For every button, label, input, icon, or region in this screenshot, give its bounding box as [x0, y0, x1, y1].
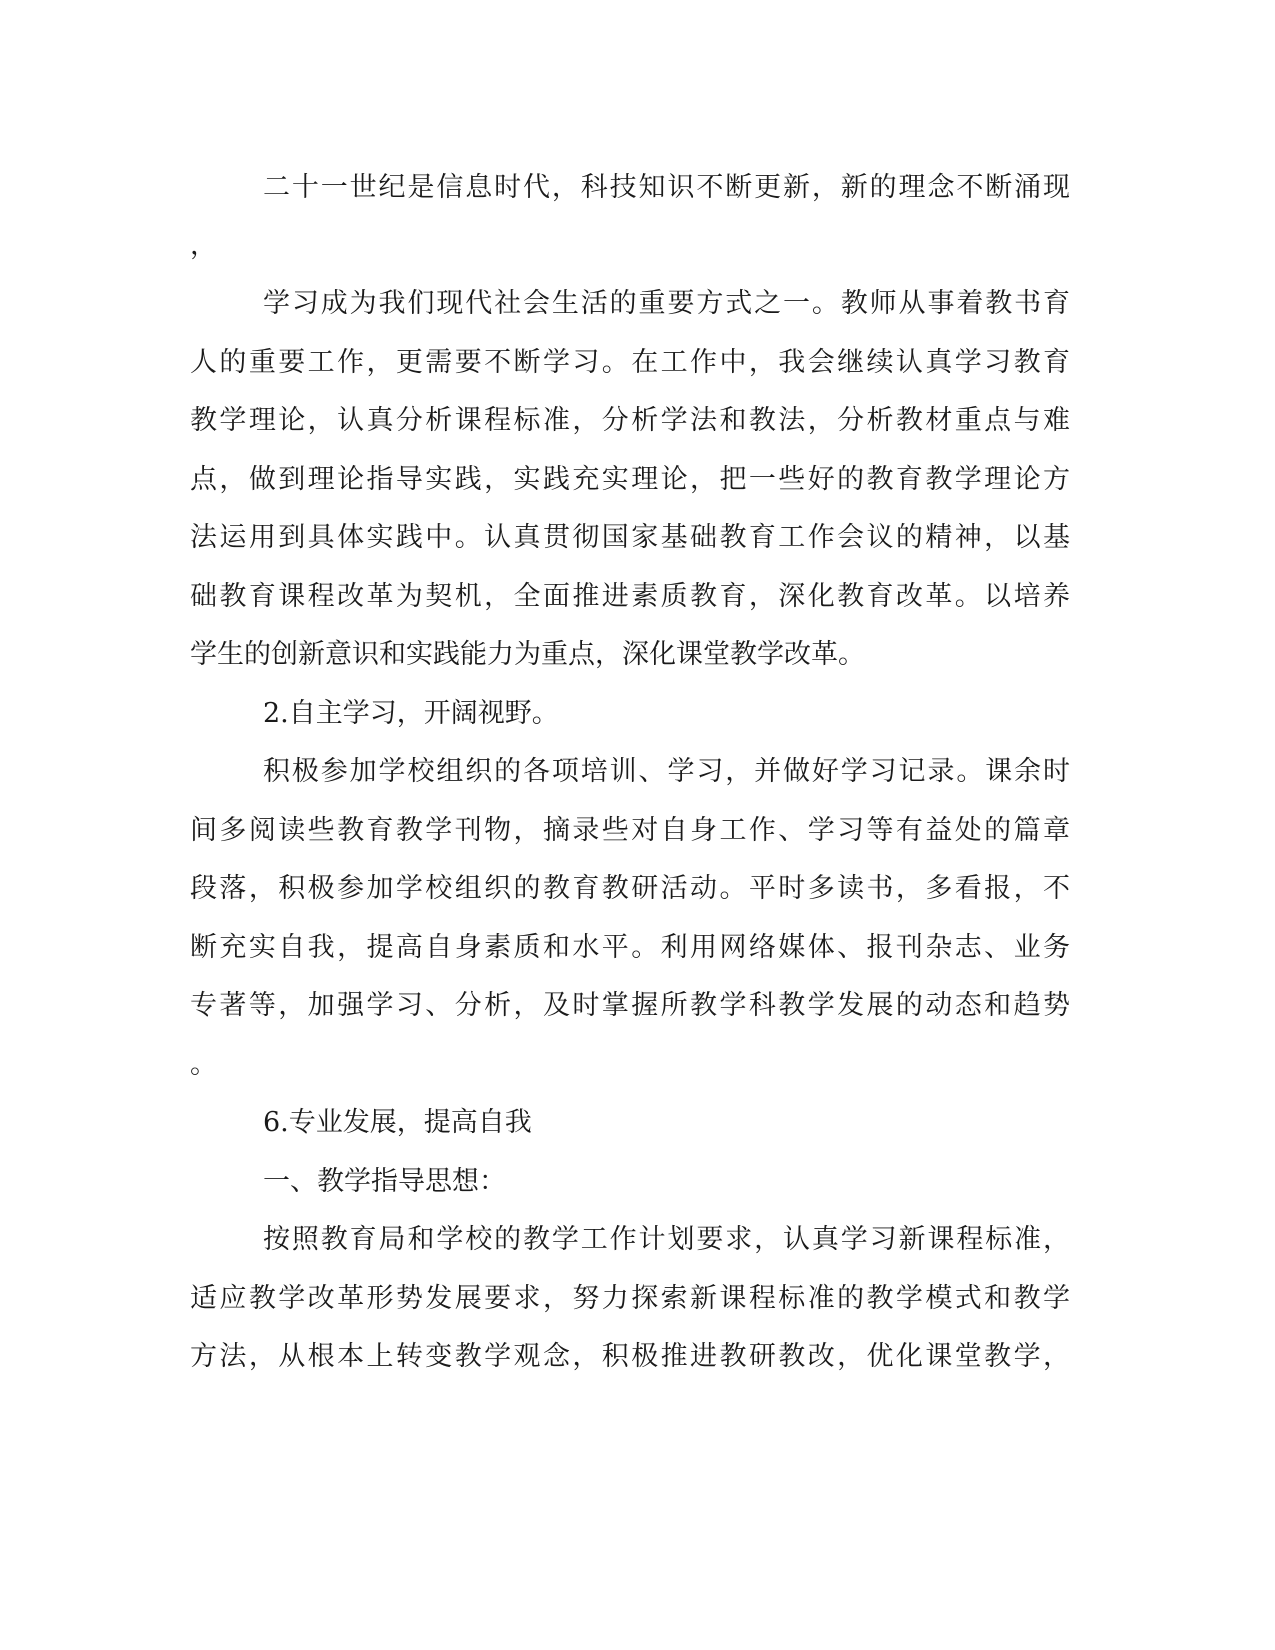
text-line: 础教育课程改革为契机，全面推进素质教育，深化教育改革。以培养 [190, 581, 1070, 612]
text-line: 学生的创新意识和实践能力为重点，深化课堂教学改革。 [190, 639, 865, 670]
text-line: 点，做到理论指导实践，实践充实理论，把一些好的教育教学理论方 [190, 464, 1070, 495]
text-line: 学习成为我们现代社会生活的重要方式之一。教师从事着教书育 [263, 288, 1070, 319]
text-line: 适应教学改革形势发展要求，努力探索新课程标准的教学模式和教学 [190, 1283, 1070, 1314]
text-line: 人的重要工作，更需要不断学习。在工作中，我会继续认真学习教育 [190, 347, 1070, 378]
text-line: 段落，积极参加学校组织的教育教研活动。平时多读书，多看报，不 [190, 873, 1070, 904]
text-line: 间多阅读些教育教学刊物，摘录些对自身工作、学习等有益处的篇章 [190, 815, 1070, 846]
section-heading: 一、教学指导思想： [263, 1166, 506, 1197]
text-line: 专著等，加强学习、分析，及时掌握所教学科教学发展的动态和趋势 [190, 990, 1070, 1021]
text-line: 积极参加学校组织的各项培训、学习，并做好学习记录。课余时 [263, 756, 1070, 787]
section-heading: 2.自主学习，开阔视野。 [263, 698, 559, 729]
text-line: 二十一世纪是信息时代，科技知识不断更新，新的理念不断涌现 [263, 172, 1070, 203]
text-line: ， [190, 230, 217, 261]
text-line: 教学理论，认真分析课程标准，分析学法和教法，分析教材重点与难 [190, 405, 1070, 436]
text-line: 方法，从根本上转变教学观念，积极推进教研教改，优化课堂教学， [190, 1341, 1070, 1372]
text-line: 。 [190, 1049, 217, 1080]
section-heading: 6.专业发展，提高自我 [263, 1107, 532, 1138]
text-line: 断充实自我，提高自身素质和水平。利用网络媒体、报刊杂志、业务 [190, 932, 1070, 963]
text-line: 法运用到具体实践中。认真贯彻国家基础教育工作会议的精神，以基 [190, 522, 1070, 553]
text-line: 按照教育局和学校的教学工作计划要求，认真学习新课程标准， [263, 1224, 1070, 1255]
